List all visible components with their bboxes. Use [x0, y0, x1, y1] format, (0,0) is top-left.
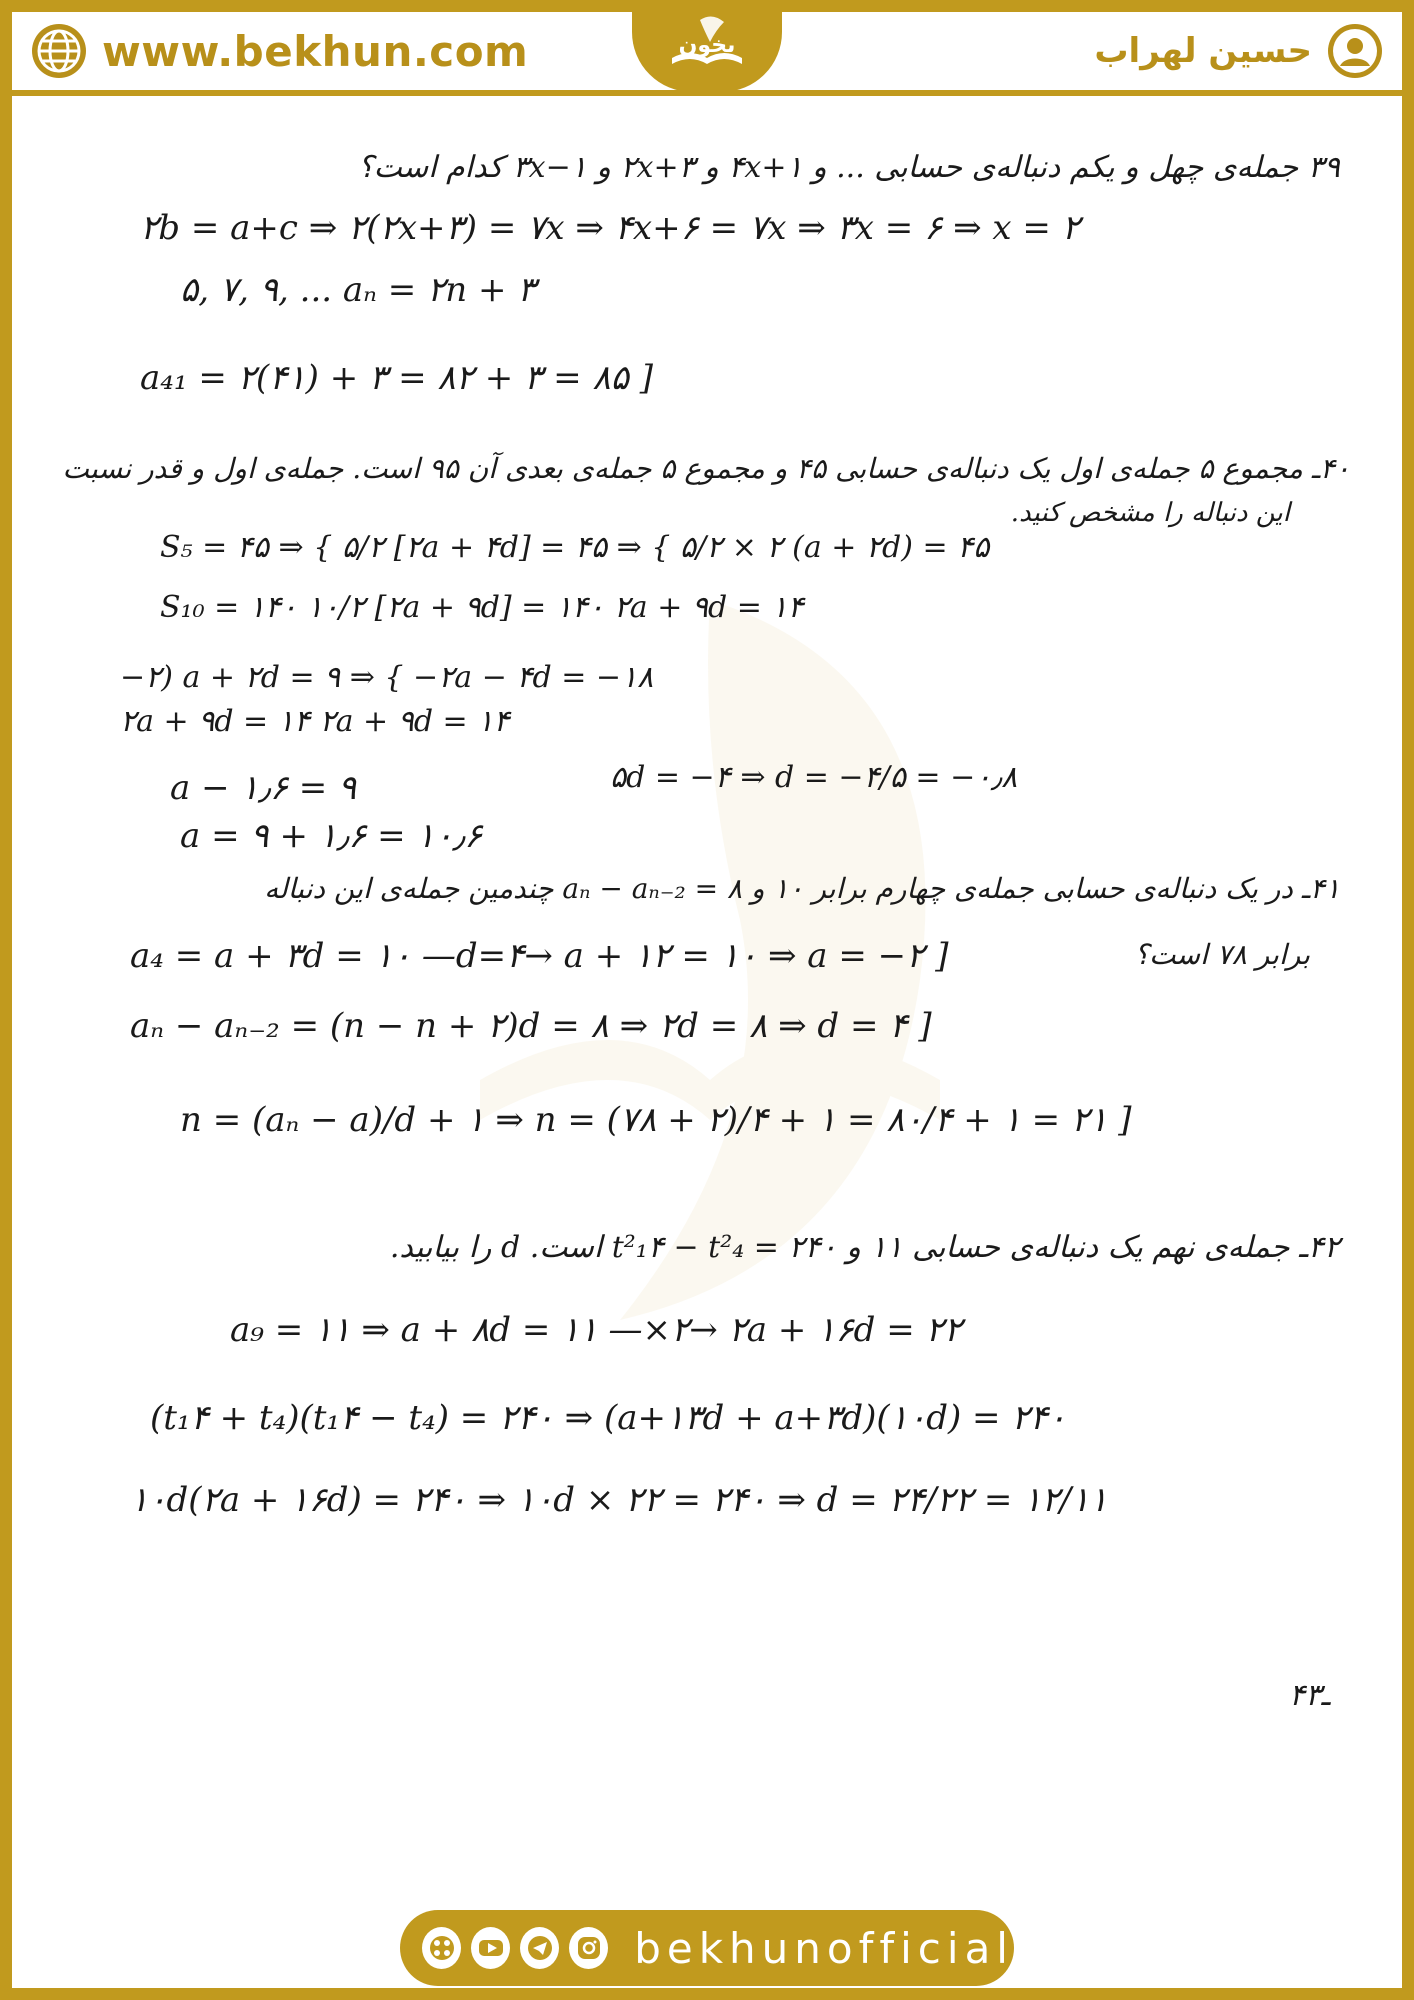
book-logo-icon [632, 0, 782, 92]
youtube-icon[interactable] [471, 1927, 510, 1969]
problem-40-step-1: S₅ = ۴۵ ⇒ { ۵/۲ [۲a + ۴d] = ۴۵ ⇒ { ۵/۲ × ۲ (a + ۲d) = ۴۵ [160, 530, 990, 565]
author-block [1094, 22, 1384, 80]
problem-40-step-2: S₁₀ = ۱۴۰ ۱۰/۲ [۲a + ۹d] = ۱۴۰ ۲a + ۹d = ۱۴ [160, 590, 804, 625]
website-link[interactable] [30, 22, 528, 80]
problem-41-step-1: a₄ = a + ۳d = ۱۰ —d=۴→ a + ۱۲ = ۱۰ ⇒ a = −۲ ] [130, 936, 949, 976]
globe-icon [30, 22, 88, 80]
problem-39-question: ۳۹ جمله‌ی چهل و یکم دنباله‌ی حسابی ... و ۴x+۱ و ۲x+۳ و ۳x−۱ کدام است؟ [357, 150, 1340, 185]
handwritten-solutions [62, 100, 1350, 1900]
problem-41-step-2: aₙ − aₙ₋₂ = (n − n + ۲)d = ۸ ⇒ ۲d = ۸ ⇒ d = ۴ ] [130, 1006, 932, 1046]
problem-40-question: ۴۰ـ مجموع ۵ جمله‌ی اول یک دنباله‌ی حسابی ۴۵ و مجموع ۵ جمله‌ی بعدی آن ۹۵ است. جمله‌ی اول و قدر نسبت [62, 452, 1350, 485]
brand-logo [632, 0, 782, 92]
problem-40-answer: a = ۹ + ۱٫۶ = ۱۰٫۶ [180, 816, 483, 856]
social-handle[interactable]: bekhunofficial [634, 1923, 1014, 1973]
instagram-icon[interactable] [569, 1927, 608, 1969]
author-name: حسین لهراب [1094, 31, 1312, 71]
problem-39-step-1: ۲b = a+c ⇒ ۲(۲x+۳) = ۷x ⇒ ۴x+۶ = ۷x ⇒ ۳x = ۶ ⇒ x = ۲ [140, 208, 1080, 248]
problem-39-answer: a₄₁ = ۲(۴۱) + ۳ = ۸۲ + ۳ = ۸۵ ] [140, 358, 654, 398]
problem-41-answer: n = (aₙ − a)/d + ۱ ⇒ n = (۷۸ + ۲)/۴ + ۱ = ۸۰/۴ + ۱ = ۲۱ ] [180, 1100, 1132, 1140]
problem-42-step-1: a₉ = ۱۱ ⇒ a + ۸d = ۱۱ —×۲→ ۲a + ۱۶d = ۲۲ [230, 1310, 963, 1350]
problem-39-step-2: ۵, ۷, ۹, ... aₙ = ۲n + ۳ [180, 270, 536, 310]
problem-40-step-6: a − ۱٫۶ = ۹ [170, 768, 357, 808]
website-url[interactable]: www.bekhun.com [102, 26, 529, 76]
footer-social-bar [400, 1910, 1014, 1986]
problem-40-step-3: −۲) a + ۲d = ۹ ⇒ { −۲a − ۴d = −۱۸ [120, 660, 654, 695]
user-avatar-icon [1326, 22, 1384, 80]
problem-40-question-cont: این دنباله را مشخص کنید. [1010, 498, 1290, 528]
logo-text: بخون [678, 33, 736, 58]
problem-42-question: ۴۲ـ جمله‌ی نهم یک دنباله‌ی حسابی ۱۱ و t²₁۴ − t²₄ = ۲۴۰ است. d را بیابید. [389, 1230, 1340, 1265]
telegram-icon[interactable] [520, 1927, 559, 1969]
page-number: ـ۴۳ [1288, 1678, 1330, 1713]
problem-41-question-cont: برابر ۷۸ است؟ [1134, 938, 1310, 971]
problem-40-step-4: ۲a + ۹d = ۱۴ ۲a + ۹d = ۱۴ [120, 704, 510, 739]
problem-40-step-5: ۵d = −۴ ⇒ d = −۴/۵ = −۰٫۸ [610, 760, 1018, 795]
problem-42-answer: ۱۰d(۲a + ۱۶d) = ۲۴۰ ⇒ ۱۰d × ۲۲ = ۲۴۰ ⇒ d = ۲۴/۲۲ = ۱۲/۱۱ [130, 1480, 1108, 1520]
problem-41-question: ۴۱ـ در یک دنباله‌ی حسابی جمله‌ی چهارم برابر ۱۰ و aₙ − aₙ₋₂ = ۸ چندمین جمله‌ی این دنباله [264, 872, 1340, 905]
aparat-icon[interactable] [422, 1927, 461, 1969]
problem-42-step-2: (t₁۴ + t₄)(t₁۴ − t₄) = ۲۴۰ ⇒ (a+۱۳d + a+۳d)(۱۰d) = ۲۴۰ [150, 1398, 1067, 1438]
